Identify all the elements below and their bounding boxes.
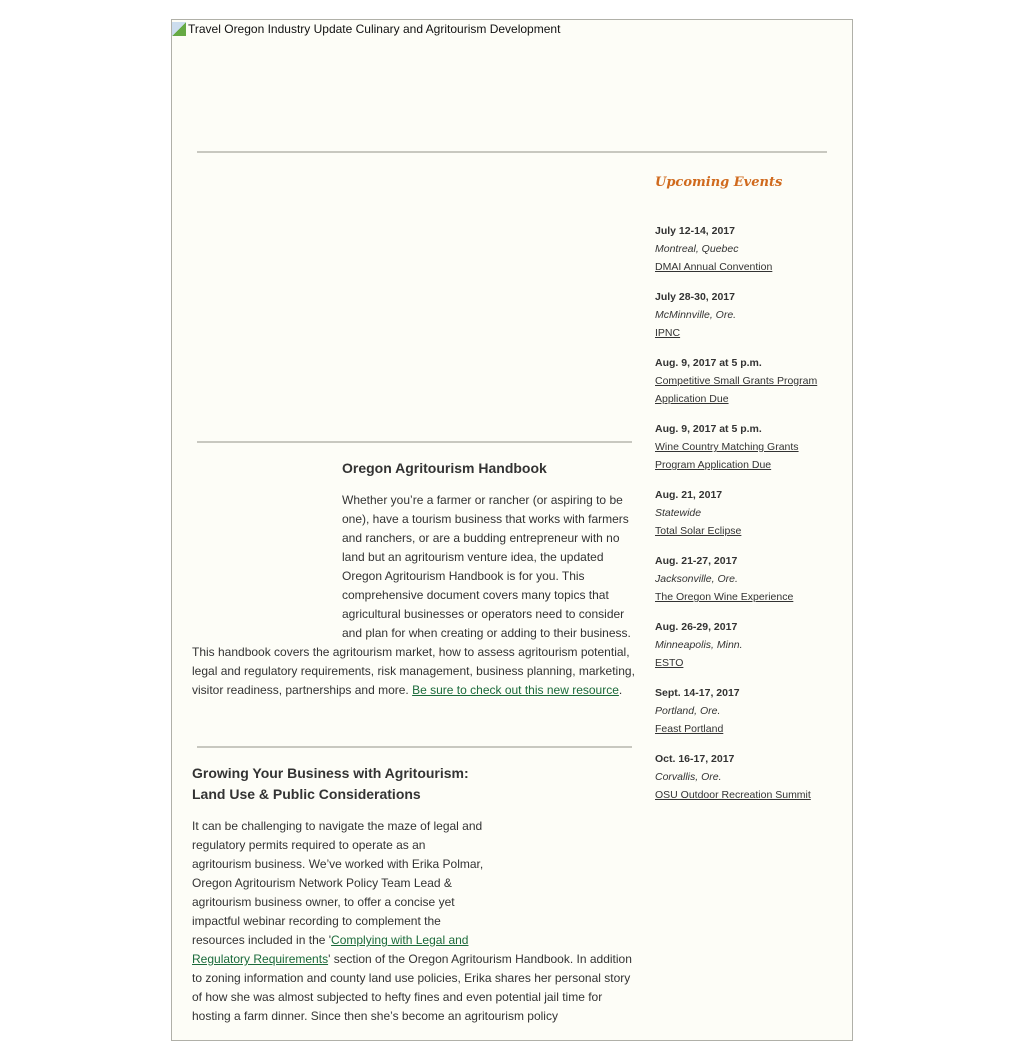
event-location: Portland, Ore. xyxy=(655,705,721,717)
body-text: ' section of the Oregon Agritourism Handbook. In addition to zoning information and county land use policies, Erika shares her personal story of how she was almost subjected to hefty fines and even potential jail time for hosting a farm dinner. Since then she’s become an agritourism policy xyxy=(192,952,632,1023)
article-title xyxy=(192,763,632,805)
event-location: McMinnville, Ore. xyxy=(655,309,737,321)
event-date: Aug. 9, 2017 at 5 p.m. xyxy=(655,423,762,435)
event-date: July 12-14, 2017 xyxy=(655,225,735,237)
event-link[interactable]: Wine Country Matching Grants Program Application Due xyxy=(655,441,799,471)
article-body xyxy=(192,491,638,700)
event-item xyxy=(655,618,835,672)
event-link[interactable]: ESTO xyxy=(655,657,684,669)
divider xyxy=(197,746,632,748)
event-item xyxy=(655,552,835,606)
event-item xyxy=(655,222,835,276)
event-link[interactable]: The Oregon Wine Experience xyxy=(655,591,794,603)
event-location: Montreal, Quebec xyxy=(655,243,739,255)
newsletter xyxy=(171,19,853,1041)
event-date: Oct. 16-17, 2017 xyxy=(655,753,735,765)
title-line: Growing Your Business with Agritourism: xyxy=(192,765,469,781)
legal-requirements-link[interactable]: Complying with Legal and Regulatory Requirements xyxy=(192,933,469,966)
header-image xyxy=(172,20,560,38)
article-webinar xyxy=(192,763,632,1026)
event-date: Aug. 21-27, 2017 xyxy=(655,555,738,567)
event-item xyxy=(655,750,835,804)
event-link[interactable]: Total Solar Eclipse xyxy=(655,525,742,537)
body-text: Whether you’re a farmer or rancher (or aspiring to be one), have a tourism business that works with farmers and ranchers, or are a budding entrepreneur with no land but an agritourism venture idea, the updated Oregon Agritourism Handbook is for you. This comprehensive document covers many topics that agricultural businesses or operators need to consider and plan for when creating or adding to their business. This handbook covers the agritourism market, how to assess agritourism potential, legal and regulatory requirements, risk management, business planning, marketing, visitor readiness, partnerships and more. xyxy=(192,493,635,697)
header-image-alt: Travel Oregon Industry Update Culinary and Agritourism Development xyxy=(188,22,561,36)
upcoming-events xyxy=(655,175,835,816)
event-date: Aug. 21, 2017 xyxy=(655,489,723,501)
event-item xyxy=(655,354,835,408)
event-date: Aug. 9, 2017 at 5 p.m. xyxy=(655,357,762,369)
event-link[interactable]: Competitive Small Grants Program Application Due xyxy=(655,375,818,405)
sidebar-title: Upcoming Events xyxy=(655,175,783,190)
event-date: July 28-30, 2017 xyxy=(655,291,735,303)
body-text: . xyxy=(618,683,623,697)
event-date: Sept. 14-17, 2017 xyxy=(655,687,740,699)
event-location: Jacksonville, Ore. xyxy=(655,573,738,585)
event-item xyxy=(655,288,835,342)
event-item xyxy=(655,420,835,474)
title-line: Land Use & Public Considerations xyxy=(192,786,421,802)
article-title: Oregon Agritourism Handbook xyxy=(342,460,547,476)
event-location: Statewide xyxy=(655,507,702,519)
article-handbook xyxy=(192,458,638,700)
article-image xyxy=(484,817,632,950)
event-link[interactable]: IPNC xyxy=(655,327,681,339)
event-item xyxy=(655,684,835,738)
event-location: Corvallis, Ore. xyxy=(655,771,722,783)
divider xyxy=(197,151,827,153)
divider xyxy=(197,441,632,443)
event-date: Aug. 26-29, 2017 xyxy=(655,621,738,633)
article-body xyxy=(192,817,632,1026)
handbook-link[interactable]: Be sure to check out this new resource xyxy=(412,683,619,697)
event-link[interactable]: DMAI Annual Convention xyxy=(655,261,773,273)
broken-image-icon xyxy=(172,22,186,36)
article-image xyxy=(192,491,342,643)
event-item xyxy=(655,486,835,540)
event-location: Minneapolis, Minn. xyxy=(655,639,743,651)
event-link[interactable]: OSU Outdoor Recreation Summit xyxy=(655,789,811,801)
body-text: It can be challenging to navigate the maze of legal and regulatory permits required to operate as an agritourism business. We’ve worked with Erika Polmar, Oregon Agritourism Network Policy Team Lead & agritourism business owner, to offer a concise yet impactful webinar recording to complement the resources included in the ' xyxy=(192,819,484,947)
event-link[interactable]: Feast Portland xyxy=(655,723,724,735)
